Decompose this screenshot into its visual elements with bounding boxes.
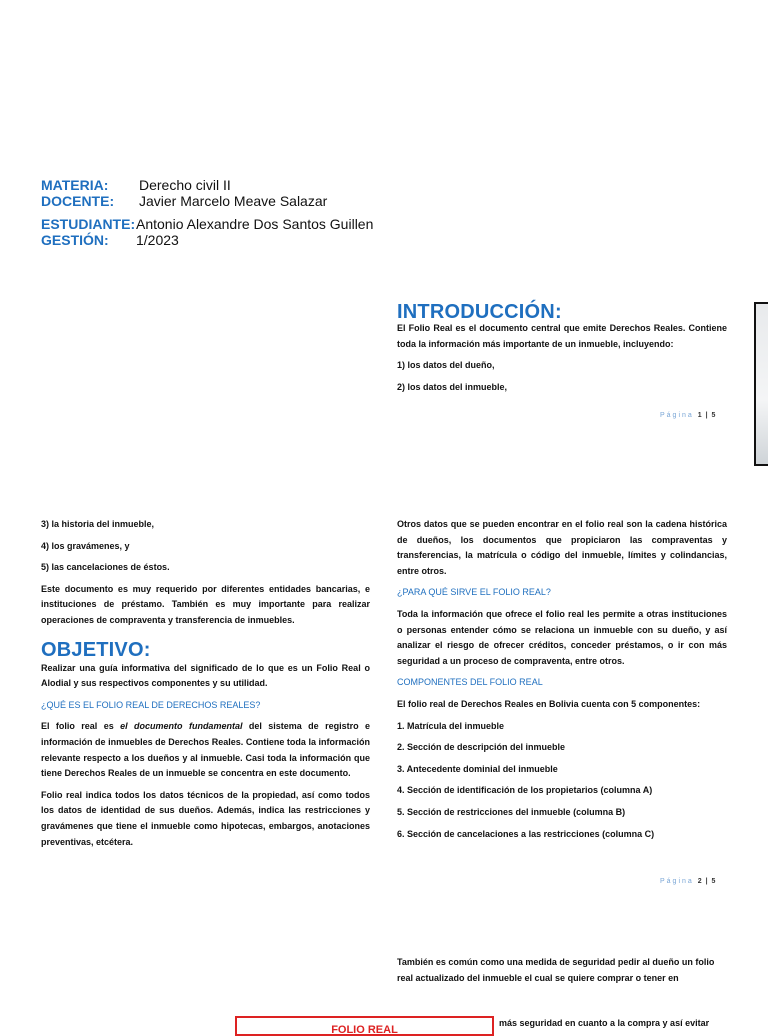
page3-line-1: También es común como una medida de seguridad pedir al dueño un folio [397, 957, 715, 967]
que-es-heading: ¿QUÉ ES EL FOLIO REAL DE DERECHOS REALES? [41, 699, 261, 710]
que-es-em: el documento fundamental [120, 721, 243, 732]
folio-real-image-frame [235, 1016, 494, 1036]
materia-label: MATERIA: [41, 177, 109, 193]
component-item-1: 1. Matrícula del inmueble [397, 720, 505, 731]
intro-item-1: 1) los datos del dueño, [397, 360, 495, 371]
component-item-3: 3. Antecedente dominial del inmueble [397, 763, 558, 774]
page-num: 2 | 5 [697, 878, 717, 885]
page-num: 1 | 5 [697, 412, 717, 419]
que-es-pre: El folio real es [41, 721, 121, 732]
intro-item-2: 2) los datos del inmueble, [397, 381, 508, 392]
folio-real-stamp-text: FOLIO REAL [331, 1024, 398, 1036]
intro-item-5: 5) las cancelaciones de éstos. [41, 562, 170, 573]
thumbnail-image-edge [754, 302, 768, 466]
component-item-4: 4. Sección de identificación de los propietarios (columna A) [397, 785, 653, 796]
page-word: Página [660, 412, 694, 419]
component-item-6: 6. Sección de cancelaciones a las restricciones (columna C) [397, 828, 655, 839]
page3-line-2: real actualizado del inmueble el cual se quiere comprar o tener en [397, 972, 679, 983]
entidades-paragraph: Este documento es muy requerido por diferentes entidades bancarias, e instituciones de préstamo. También es muy importante para realizar operaciones de compraventa y transferencia de inmuebles. [41, 583, 370, 625]
page-number-2 [660, 878, 716, 885]
gestion-value: 1/2023 [136, 232, 179, 248]
gestion-label: GESTIÓN: [41, 232, 109, 248]
introduccion-text: El Folio Real es el documento central que emite Derechos Reales. Contiene toda la información más importante de un inmueble, incluyendo: [397, 323, 727, 349]
estudiante-label: ESTUDIANTE: [41, 216, 136, 232]
objetivo-text: Realizar una guía informativa del significado de lo que es un Folio Real o Alodial y sus respectivos componentes y su utilidad. [41, 662, 370, 689]
page2-right-column [397, 517, 727, 848]
para-que-paragraph: Toda la información que ofrece el folio real les permite a otras instituciones o personas entender cómo se relaciona un inmueble con su dueño, y así analizar el riesgo de ofrecer créditos, conceder préstamos, o ir con más seguridad a un proceso de compraventa, entre otros. [397, 608, 727, 666]
estudiante-value: Antonio Alexandre Dos Santos Guillen [136, 216, 374, 232]
otros-datos-paragraph: Otros datos que se pueden encontrar en el folio real son la cadena histórica de dueños, los documentos que propiciaron las compraventas y transferencias, la matrícula o código del inmueble, límites y colindancias, entre otros. [397, 519, 727, 576]
componentes-heading: COMPONENTES DEL FOLIO REAL [397, 677, 543, 688]
page3-right-column [397, 955, 727, 986]
page3-line-3: más seguridad en cuanto a la compra y así evitar [499, 1018, 710, 1028]
page-number-1 [660, 412, 716, 419]
component-item-2: 2. Sección de descripción del inmueble [397, 742, 566, 753]
objetivo-heading: OBJETIVO: [41, 638, 151, 661]
componentes-intro: El folio real de Derechos Reales en Bolivia cuenta con 5 componentes: [397, 698, 701, 709]
introduccion-body [397, 321, 727, 401]
docente-value: Javier Marcelo Meave Salazar [139, 193, 328, 209]
docente-label: DOCENTE: [41, 193, 115, 209]
page2-left-column [41, 517, 370, 856]
para-que-heading: ¿PARA QUÉ SIRVE EL FOLIO REAL? [397, 587, 551, 598]
intro-item-4: 4) los gravámenes, y [41, 540, 130, 551]
materia-value: Derecho civil II [139, 177, 231, 193]
intro-item-3: 3) la historia del inmueble, [41, 519, 155, 529]
datos-tecnicos-paragraph: Folio real indica todos los datos técnicos de la propiedad, así como todos los datos de identidad de sus dueños. Además, indica las restricciones y gravámenes que tiene el inmueble como hipotecas, embargos, anotaciones preventivas, etcétera. [41, 789, 370, 847]
que-es-post: del sistema de registro e información de inmuebles de Derechos Reales. Contiene toda la información relevante respecto a los dueños y al inmueble. Casi toda la información que tiene Derechos Reales de un inmueble se concentra en este documento. [41, 721, 370, 779]
que-es-paragraph [41, 719, 370, 781]
page-word: Página [660, 878, 694, 885]
introduccion-heading: INTRODUCCIÓN: [397, 301, 562, 323]
component-item-5: 5. Sección de restricciones del inmueble (columna B) [397, 806, 626, 817]
